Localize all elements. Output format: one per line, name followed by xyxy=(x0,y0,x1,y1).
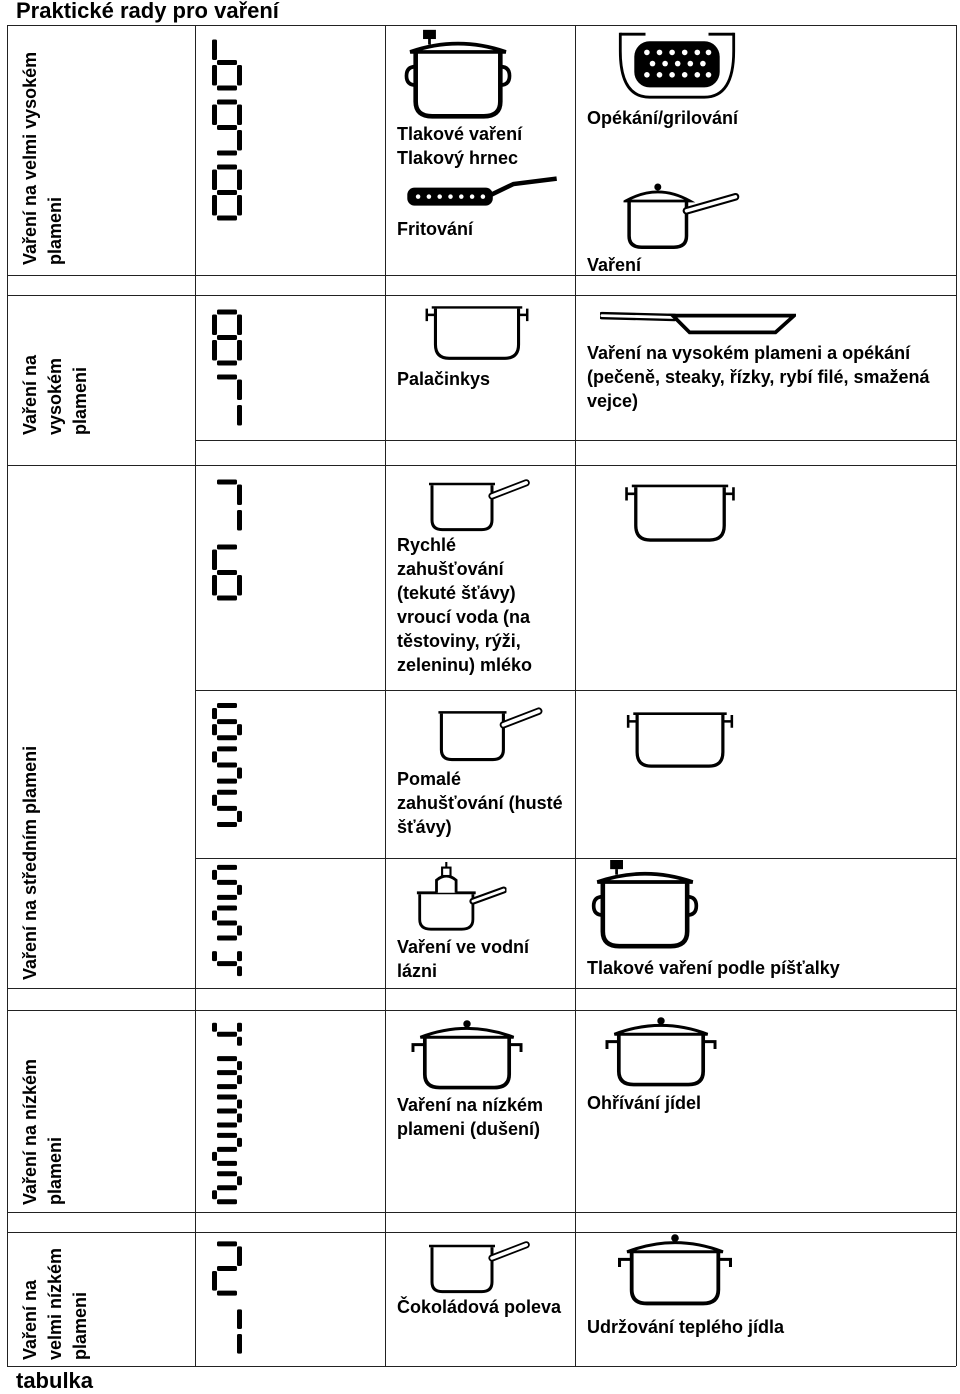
cell-text: Vaření na vysokém plameni a opékání (pečeně, steaky, řízky, rybí filé, smažená vejce) xyxy=(587,343,930,411)
category-label: Vaření na vysokém plameni xyxy=(20,354,90,435)
saucepan-icon xyxy=(408,700,574,762)
seven-segment-digit xyxy=(212,703,242,740)
seven-segment-digit xyxy=(217,1056,242,1089)
cell-text: Ohřívání jídel xyxy=(587,1093,702,1113)
category-label: Vaření na velmi vysokém plameni xyxy=(20,51,65,265)
display-digits-row-2a xyxy=(208,475,258,605)
lidded-two-handled-pot-icon xyxy=(404,1018,530,1092)
seven-segment-digit xyxy=(212,951,242,976)
seven-segment-digit xyxy=(212,746,242,783)
lidded-two-handled-pot-icon xyxy=(596,1015,726,1089)
row-separator xyxy=(195,440,956,441)
row-separator xyxy=(7,275,956,276)
seven-segment-digit xyxy=(212,1023,242,1046)
row-separator xyxy=(7,1010,956,1011)
seven-segment-digit xyxy=(212,1133,242,1166)
seven-segment-digit xyxy=(212,545,242,601)
cell-text: Pomalé zahušťování (husté šťávy) xyxy=(397,769,563,837)
two-handled-pot-icon xyxy=(596,706,764,770)
seven-segment-digit xyxy=(212,1241,242,1295)
cell-text: Tlakové vaření Tlakový hrnec xyxy=(397,124,523,168)
seven-segment-digit xyxy=(217,375,242,426)
cell-text: Vaření xyxy=(587,255,642,275)
category-label: Vaření na středním plameni xyxy=(20,745,40,980)
cell-text: Opékání/grilování xyxy=(587,108,739,128)
cell-text: Vaření ve vodní lázni xyxy=(397,937,530,981)
table-caption: tabulka xyxy=(16,1368,94,1393)
seven-segment-digit xyxy=(212,40,242,91)
frying-pan-icon xyxy=(595,310,801,338)
row-separator xyxy=(7,295,956,296)
seven-segment-digit xyxy=(217,1094,242,1127)
table-border xyxy=(956,25,957,1366)
saucepan-icon xyxy=(400,472,560,532)
frying-basket-icon xyxy=(592,30,762,100)
water-bath-pot-icon xyxy=(402,862,520,932)
seven-segment-digit xyxy=(212,1171,242,1204)
row-separator xyxy=(195,690,956,691)
table-border xyxy=(7,1366,956,1367)
lidded-saucepan-icon xyxy=(598,180,768,250)
row-separator xyxy=(7,1232,956,1233)
category-label: Vaření na velmi nízkém plameni xyxy=(20,1247,90,1360)
cell-text: Rychlé zahušťování (tekuté šťávy) vroucí voda (na těstoviny, rýži, zeleninu) mléko xyxy=(397,535,533,675)
row-separator xyxy=(195,858,956,859)
pressure-cooker-icon xyxy=(590,858,700,950)
seven-segment-digit xyxy=(212,310,242,366)
seven-segment-digit xyxy=(217,480,242,531)
cell-text: Vaření na nízkém plameni (dušení) xyxy=(397,1095,544,1139)
saucepan-icon xyxy=(404,1234,556,1294)
cell-text: Čokoládová poleva xyxy=(397,1297,562,1317)
lidded-two-handled-pot-icon xyxy=(595,1232,755,1308)
display-digits-row-1 xyxy=(208,305,258,435)
seven-segment-digit xyxy=(212,165,242,221)
table-border xyxy=(7,25,956,26)
display-digits-row-4 xyxy=(208,1237,258,1363)
cell-text: Udržování teplého jídla xyxy=(587,1317,785,1337)
pressure-cooker-icon xyxy=(398,28,518,120)
display-digits-row-2c xyxy=(208,862,258,984)
display-digits-row-3 xyxy=(208,1015,258,1207)
two-handled-pot-icon xyxy=(402,300,552,362)
seven-segment-digit xyxy=(212,865,242,900)
category-label: Vaření na nízkém plameni xyxy=(20,1058,65,1205)
grill-pan-icon xyxy=(398,175,566,211)
row-separator xyxy=(7,1212,956,1213)
column-separator xyxy=(195,25,196,1366)
column-separator xyxy=(385,25,386,1366)
seven-segment-digit xyxy=(212,790,242,827)
seven-segment-digit xyxy=(212,100,242,156)
page-title: Praktické rady pro vaření xyxy=(16,0,279,23)
cell-text: Fritování xyxy=(397,219,474,239)
cell-text: Palačinkys xyxy=(397,369,491,389)
row-separator xyxy=(7,988,956,989)
table-border xyxy=(7,25,8,1366)
seven-segment-digit xyxy=(237,1309,242,1353)
seven-segment-digit xyxy=(212,906,242,941)
column-separator xyxy=(575,25,576,1366)
display-digits-row-0 xyxy=(208,30,258,225)
cell-text: Tlakové vaření podle píšťalky xyxy=(587,958,840,978)
row-separator xyxy=(7,465,956,466)
display-digits-row-2b xyxy=(208,700,258,830)
two-handled-pot-icon xyxy=(596,478,764,544)
